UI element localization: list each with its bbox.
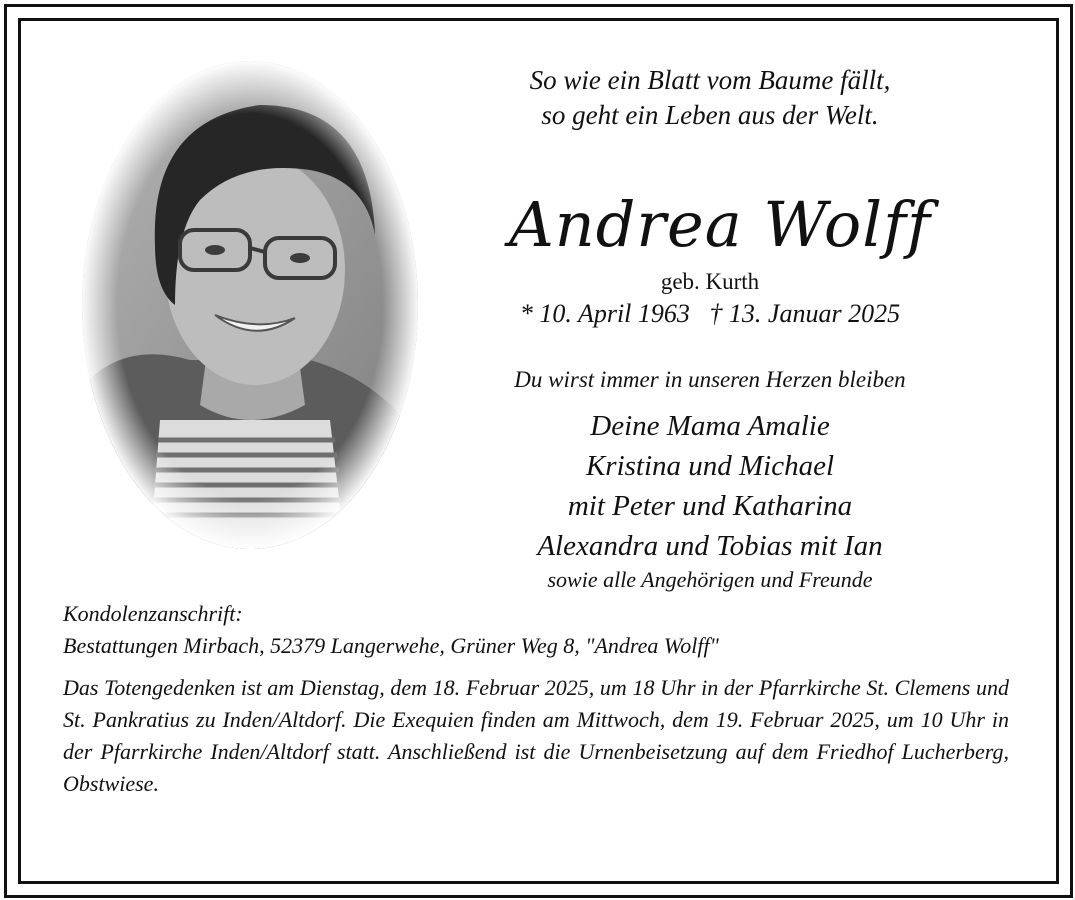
- service-details: Das Totengedenken ist am Dienstag, dem 18. Februar 2025, um 18 Uhr in der Pfarrkirche St. Clemens und St. Pankratius zu Inden/Altdorf. Die Exequien finden am Mittwoch, dem 19. Februar 2025, um 10 Uhr in der Pfarrkirche Inden/Altdorf statt. Anschließend ist die Urnenbeisetzung auf dem Friedhof Lucherberg, Obstwiese.: [63, 675, 1009, 796]
- verse-line-1: So wie ein Blatt vom Baume fällt,: [529, 65, 891, 95]
- deceased-name: Andrea Wolff: [509, 188, 931, 261]
- mourners-closing: sowie alle Angehörigen und Freunde: [547, 567, 873, 592]
- mourner-line: Deine Mama Amalie: [590, 410, 830, 442]
- death-date: † 13. Januar 2025: [709, 299, 901, 328]
- portrait-photo: [80, 60, 420, 550]
- mourner-line: Kristina und Michael: [585, 450, 835, 482]
- verse-line-2: so geht ein Leben aus der Welt.: [541, 100, 879, 130]
- mourner-line: Alexandra und Tobias mit Ian: [537, 530, 883, 562]
- condolence-address-block: [63, 598, 1013, 662]
- condolence-label: Kondolenzanschrift:: [63, 601, 243, 626]
- mourners-intro: Du wirst immer in unseren Herzen bleiben: [514, 367, 906, 392]
- mourner-line: mit Peter und Katharina: [567, 490, 853, 522]
- mourners-list: [430, 406, 990, 566]
- birth-date: * 10. April 1963: [519, 299, 690, 328]
- date-spacer: [690, 299, 710, 328]
- life-dates: [440, 298, 980, 330]
- condolence-address: Bestattungen Mirbach, 52379 Langerwehe, Grüner Weg 8, "Andrea Wolff": [63, 633, 719, 658]
- maiden-name: geb. Kurth: [660, 269, 760, 294]
- memorial-verse: [440, 63, 980, 133]
